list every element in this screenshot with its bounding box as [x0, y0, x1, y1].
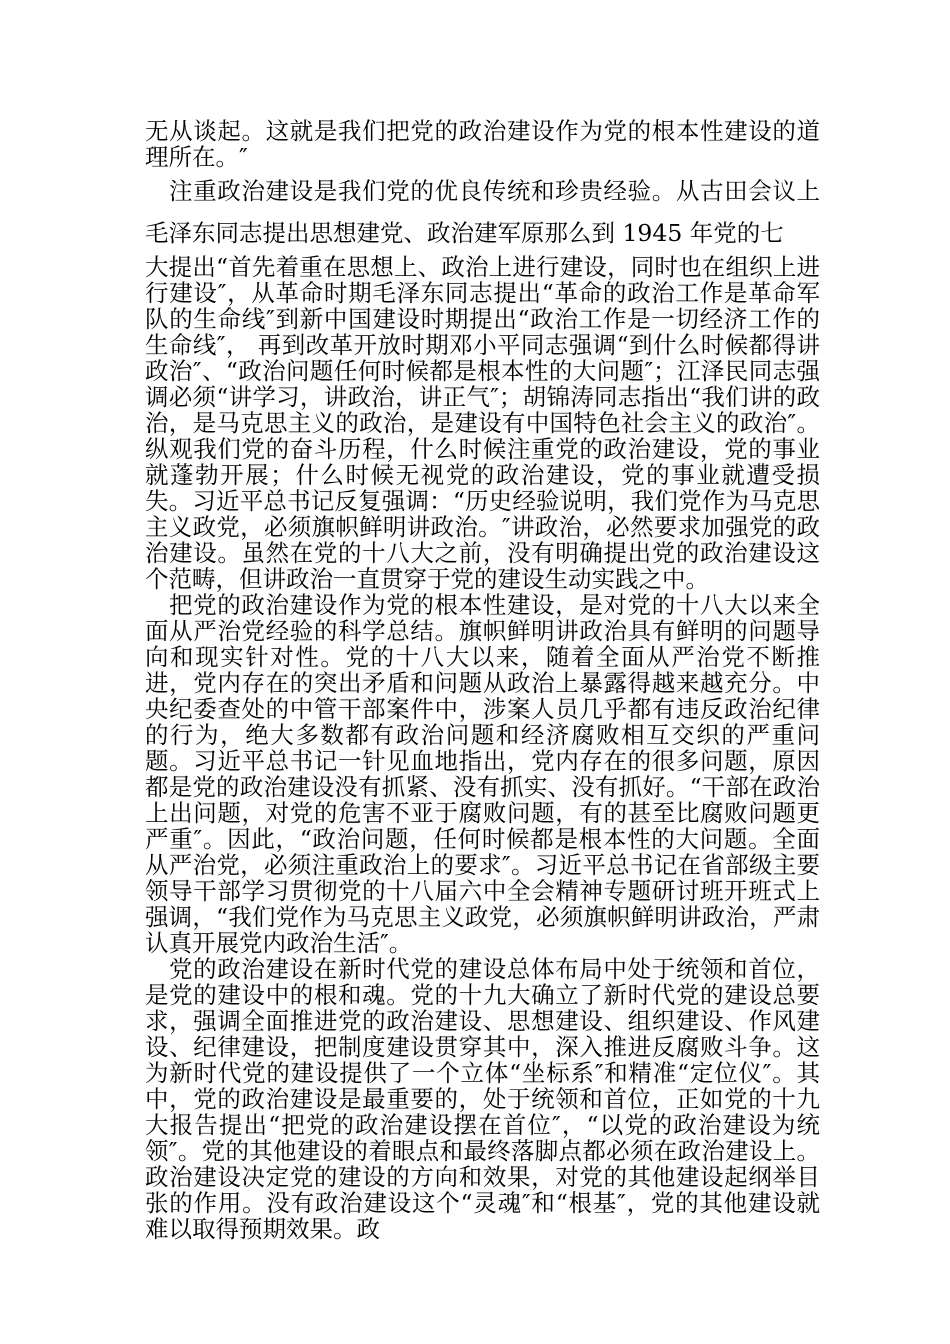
paragraph-1: 无从谈起。这就是我们把党的政治建设作为党的根本性建设的道理所在。″: [145, 117, 820, 171]
paragraph-2: 注重政治建设是我们党的优良传统和珍贵经验。从古田会议上毛泽东同志提出思想建党、政治建军原那么到 1945 年党的七: [145, 177, 820, 247]
paragraph-4: 把党的政治建设作为党的根本性建设，是对党的十八大以来全面从严治党经验的科学总结。旗帜鲜明讲政治具有鲜明的问题导向和现实针对性。党的十八大以来，随着全面从严治党不断推进，党内存在的突出矛盾和问题从政治上暴露得越来越充分。中央纪委查处的中管干部案件中，涉案人员几乎都有违反政治纪律的行为，绝大多数都有政治问题和经济腐败相互交织的严重问题。习近平总书记一针见血地指出，党内存在的很多问题，原因都是党的政治建设没有抓紧、没有抓实、没有抓好。“干部在政治上出问题，对党的危害不亚于腐败问题，有的甚至比腐败问题更严重″。因此，“政治问题，任何时候都是根本性的大问题。全面从严治党，必须注重政治上的要求″。习近平总书记在省部级主要领导干部学习贯彻党的十八届六中全会精神专题研讨班开班式上强调，“我们党作为马克思主义政党，必须旗帜鲜明讲政治，严肃认真开展党内政治生活″。: [145, 591, 820, 957]
document-body: [145, 118, 820, 1242]
paragraph-3: 大提出“首先着重在思想上、政治上进行建设，同时也在组织上进行建设″，从革命时期毛泽东同志提出“革命的政治工作是革命军队的生命线″到新中国建设时期提出“政治工作是一切经济工作的生命线″， 再到改革开放时期邓小平同志强调“到什么时候都得讲政治″、“政治问题任何时候都是根本性的大问题″；江泽民同志强调必须“讲学习，讲政治，讲正气″；胡锦涛同志指出“我们讲的政治，是马克思主义的政治，是建设有中国特色社会主义的政治″。纵观我们党的奋斗历程，什么时候注重党的政治建设，党的事业就蓬勃开展；什么时候无视党的政治建设，党的事业就遭受损失。习近平总书记反复强调：“历史经验说明，我们党作为马克思主义政党，必须旗帜鲜明讲政治。″讲政治，必然要求加强党的政治建设。虽然在党的十八大之前，没有明确提出党的政治建设这个范畴，但讲政治一直贯穿于党的建设生动实践之中。: [145, 253, 820, 593]
paragraph-5: 党的政治建设在新时代党的建设总体布局中处于统领和首位，是党的建设中的根和魂。党的十九大确立了新时代党的建设总要求，强调全面推进党的政治建设、思想建设、组织建设、作风建设、纪律建设，把制度建设贯穿其中，深入推进反腐败斗争。这为新时代党的建设提供了一个立体“坐标系″和精准“定位仪″。其中，党的政治建设是最重要的，处于统领和首位，正如党的十九大报告提出“把党的政治建设摆在首位″，“以党的政治建设为统领″。党的其他建设的着眼点和最终落脚点都必须在政治建设上。政治建设决定党的建设的方向和效果，对党的其他建设起纲举目张的作用。没有政治建设这个“灵魂″和“根基″，党的其他建设就难以取得预期效果。政: [145, 955, 820, 1243]
